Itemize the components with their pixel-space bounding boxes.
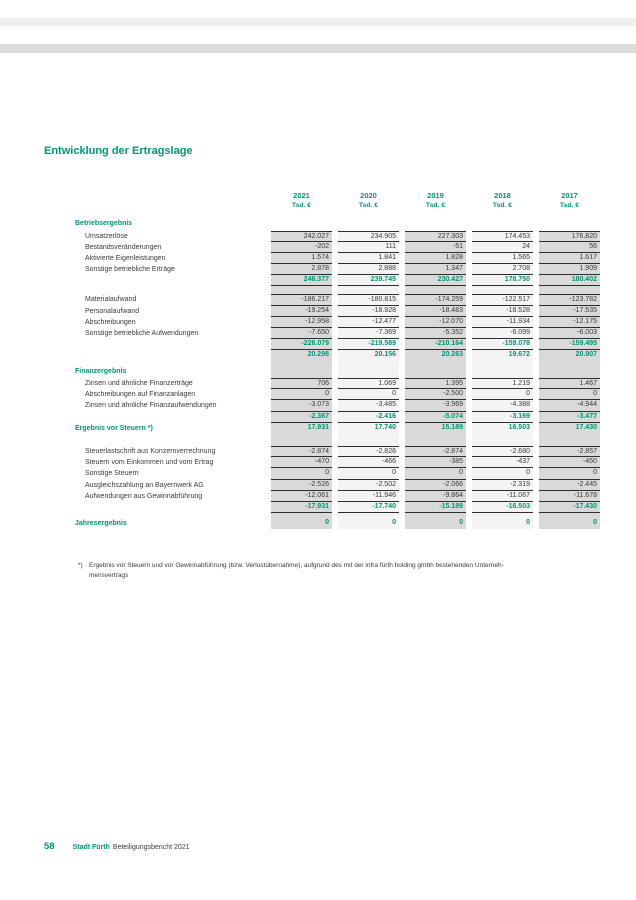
value-cell: -450: [539, 457, 600, 468]
value-cell: 15.189: [405, 423, 466, 434]
table-body: [75, 218, 600, 529]
value-cell: 0: [539, 389, 600, 400]
table-row: [75, 294, 600, 305]
value-cell: 0: [405, 518, 466, 529]
value-cell: 17.931: [271, 423, 332, 434]
value-cell: [338, 286, 399, 294]
value-cell: -17.740: [338, 502, 399, 513]
value-cell: 242.027: [271, 231, 332, 242]
row-label: [75, 434, 265, 446]
value-cell: 2.708: [472, 264, 533, 275]
table-row: [75, 491, 600, 502]
table-row: [75, 328, 600, 339]
value-cell: -210.164: [405, 339, 466, 350]
footer-document-title: Beteiligungsbericht 2021: [112, 844, 190, 851]
value-cell: -159.495: [539, 339, 600, 350]
value-cell: [539, 218, 600, 231]
year-label: 2018: [494, 191, 511, 200]
earnings-table: [75, 190, 600, 529]
value-cell: 2.888: [338, 264, 399, 275]
header-gap: [75, 211, 600, 218]
value-cell: -2.502: [338, 480, 399, 491]
row-label: Personalaufwand: [85, 307, 140, 315]
value-cell: -3.969: [405, 400, 466, 411]
table-row: [75, 275, 600, 286]
row-label: Aktivierte Eigenleistungen: [85, 254, 166, 262]
year-label: 2019: [427, 191, 444, 200]
row-label: Zinsen und ähnliche Finanzerträge: [85, 380, 193, 388]
value-cell: 1.574: [271, 253, 332, 264]
value-cell: [405, 218, 466, 231]
value-cell: -12.958: [271, 317, 332, 328]
footnote-text: [89, 561, 504, 581]
value-cell: 0: [338, 468, 399, 479]
table-row: [75, 231, 600, 242]
value-cell: -226.079: [271, 339, 332, 350]
value-cell: 20.298: [271, 350, 332, 361]
value-cell: 0: [472, 389, 533, 400]
footnote-line-1: Ergebnis vor Steuern und vor Gewinnabführung (bzw. Verlustübernahme), aufgrund des mit der infra fürth holding gmbh bestehenden Unterneh-: [89, 562, 504, 569]
column-header-2020: [338, 190, 399, 211]
value-cell: [472, 286, 533, 294]
value-cell: 0: [539, 468, 600, 479]
value-cell: -2.500: [405, 389, 466, 400]
column-header-2017: [539, 190, 600, 211]
value-cell: 0: [338, 518, 399, 529]
value-cell: [338, 218, 399, 231]
table-header-row: [75, 190, 600, 211]
value-cell: 1.909: [539, 264, 600, 275]
value-cell: [539, 286, 600, 294]
row-label: Ergebnis vor Steuern *): [75, 424, 153, 432]
value-cell: -9.864: [405, 491, 466, 502]
table-row: [75, 242, 600, 253]
table-row: [75, 378, 600, 389]
value-cell: 2.878: [271, 264, 332, 275]
value-cell: [271, 434, 332, 446]
value-cell: 0: [338, 389, 399, 400]
value-cell: -466: [338, 457, 399, 468]
value-cell: -437: [472, 457, 533, 468]
value-cell: -385: [405, 457, 466, 468]
page-title: Entwicklung der Ertragslage: [44, 145, 193, 157]
table-row: [75, 502, 600, 513]
table-row: [75, 350, 600, 361]
value-cell: 1.219: [472, 378, 533, 389]
unit-label: Tsd. €: [291, 202, 312, 209]
value-cell: -12.061: [271, 491, 332, 502]
value-cell: -2.857: [539, 446, 600, 457]
value-cell: [539, 434, 600, 446]
row-label: [75, 412, 265, 423]
value-cell: 174.453: [472, 231, 533, 242]
value-cell: 17.740: [338, 423, 399, 434]
table-row: [75, 423, 600, 434]
value-cell: 1.841: [338, 253, 399, 264]
unit-label: Tsd. €: [358, 202, 379, 209]
unit-label: Tsd. €: [492, 202, 513, 209]
value-cell: -122.517: [472, 294, 533, 305]
value-cell: 20.907: [539, 350, 600, 361]
row-label: Sonstige betriebliche Erträge: [85, 266, 175, 274]
value-cell: [405, 286, 466, 294]
value-cell: -7.369: [338, 328, 399, 339]
value-cell: -17.931: [271, 502, 332, 513]
value-cell: -3.477: [539, 412, 600, 423]
value-cell: 176.820: [539, 231, 600, 242]
row-label: [75, 502, 265, 513]
table-row: [75, 434, 600, 446]
value-cell: 20.156: [338, 350, 399, 361]
row-label: Umsatzerlöse: [85, 232, 128, 240]
value-cell: -2.526: [271, 480, 332, 491]
value-cell: -5.074: [405, 412, 466, 423]
value-cell: 0: [539, 518, 600, 529]
row-label: Steuerlastschrift aus Konzernverrechnung: [85, 448, 216, 455]
value-cell: 20.263: [405, 350, 466, 361]
table-row: [75, 480, 600, 491]
value-cell: -3.485: [338, 400, 399, 411]
value-cell: [271, 218, 332, 231]
year-label: 2020: [360, 191, 377, 200]
table-row: [75, 400, 600, 411]
table-row: [75, 366, 600, 379]
value-cell: [472, 218, 533, 231]
value-cell: -4.388: [472, 400, 533, 411]
value-cell: [271, 286, 332, 294]
value-cell: [539, 366, 600, 379]
value-cell: -18.528: [472, 306, 533, 317]
value-cell: -219.589: [338, 339, 399, 350]
value-cell: -11.934: [472, 317, 533, 328]
value-cell: 1.467: [539, 378, 600, 389]
table-row: [75, 253, 600, 264]
row-label: Materialaufwand: [85, 296, 137, 304]
footnote-marker: *): [78, 562, 83, 569]
value-cell: -2.874: [405, 446, 466, 457]
page-footer: [44, 841, 190, 852]
value-cell: -11.067: [472, 491, 533, 502]
value-cell: -12.070: [405, 317, 466, 328]
row-label: Aufwendungen aus Gewinnabführung: [85, 492, 203, 500]
value-cell: -3.073: [271, 400, 332, 411]
table-row: [75, 412, 600, 423]
row-label: [75, 350, 265, 361]
value-cell: [271, 366, 332, 379]
row-label: Sonstige Steuern: [85, 470, 139, 478]
value-cell: 0: [472, 468, 533, 479]
value-cell: -2.367: [271, 412, 332, 423]
value-cell: -11.946: [338, 491, 399, 502]
table-row: [75, 306, 600, 317]
value-cell: 246.377: [271, 275, 332, 286]
header-spacer: [75, 190, 265, 211]
table-row: [75, 339, 600, 350]
value-cell: 17.430: [539, 423, 600, 434]
row-label: [75, 339, 265, 350]
row-label: [75, 286, 265, 294]
value-cell: -18.483: [405, 306, 466, 317]
value-cell: 178.750: [472, 275, 533, 286]
value-cell: -180.815: [338, 294, 399, 305]
value-cell: -2.680: [472, 446, 533, 457]
value-cell: -15.189: [405, 502, 466, 513]
row-label: Finanzergebnis: [75, 367, 127, 375]
unit-label: Tsd. €: [559, 202, 580, 209]
value-cell: 180.402: [539, 275, 600, 286]
row-label: Steuern vom Einkommen und vom Ertrag: [85, 459, 214, 467]
value-cell: -470: [271, 457, 332, 468]
table-row: [75, 218, 600, 231]
value-cell: 19.672: [472, 350, 533, 361]
value-cell: [405, 366, 466, 379]
value-cell: [338, 366, 399, 379]
row-label: Abschreibungen auf Finanzanlagen: [85, 391, 196, 399]
value-cell: -202: [271, 242, 332, 253]
value-cell: -2.319: [472, 480, 533, 491]
value-cell: 234.905: [338, 231, 399, 242]
page-number: 58: [44, 841, 55, 852]
value-cell: -174.259: [405, 294, 466, 305]
value-cell: 227.303: [405, 231, 466, 242]
value-cell: 1.828: [405, 253, 466, 264]
value-cell: -11.678: [539, 491, 600, 502]
year-label: 2021: [293, 191, 310, 200]
table-row: [75, 518, 600, 529]
column-header-2018: [472, 190, 533, 211]
value-cell: [338, 434, 399, 446]
value-cell: 0: [472, 518, 533, 529]
footer-brand: Stadt Fürth: [72, 844, 110, 851]
row-label: Betriebsergebnis: [75, 220, 133, 227]
value-cell: 0: [405, 468, 466, 479]
value-cell: -123.782: [539, 294, 600, 305]
table-row: [75, 468, 600, 479]
footnote: [78, 561, 504, 581]
value-cell: -7.650: [271, 328, 332, 339]
table-row: [75, 446, 600, 457]
value-cell: -12.477: [338, 317, 399, 328]
value-cell: -18.928: [338, 306, 399, 317]
table-row: [75, 317, 600, 328]
value-cell: -17.430: [539, 502, 600, 513]
value-cell: 1.069: [338, 378, 399, 389]
row-label: Abschreibungen: [85, 318, 136, 326]
row-label: Ausgleichszahlung an Bayernwerk AG: [85, 481, 204, 489]
footnote-line-2: mensvertrags: [89, 572, 129, 579]
row-label: [75, 275, 265, 286]
value-cell: 56: [539, 242, 600, 253]
row-label: Sonstige betriebliche Aufwendungen: [85, 330, 199, 337]
value-cell: -186.217: [271, 294, 332, 305]
value-cell: -2.445: [539, 480, 600, 491]
table-row: [75, 264, 600, 275]
table-row: [75, 457, 600, 468]
value-cell: -2.416: [338, 412, 399, 423]
column-header-2019: [405, 190, 466, 211]
value-cell: 1.617: [539, 253, 600, 264]
value-cell: -159.078: [472, 339, 533, 350]
value-cell: 1.395: [405, 378, 466, 389]
header-bar-bottom: [0, 44, 636, 53]
value-cell: -16.503: [472, 502, 533, 513]
value-cell: 239.745: [338, 275, 399, 286]
row-label: Bestandsveränderungen: [85, 243, 162, 251]
value-cell: -2.874: [271, 446, 332, 457]
value-cell: -4.944: [539, 400, 600, 411]
value-cell: -5.352: [405, 328, 466, 339]
value-cell: 0: [271, 518, 332, 529]
value-cell: 230.427: [405, 275, 466, 286]
value-cell: 1.565: [472, 253, 533, 264]
value-cell: [472, 434, 533, 446]
value-cell: -12.175: [539, 317, 600, 328]
value-cell: 24: [472, 242, 533, 253]
value-cell: [405, 434, 466, 446]
unit-label: Tsd. €: [425, 202, 446, 209]
value-cell: -6.003: [539, 328, 600, 339]
value-cell: -3.169: [472, 412, 533, 423]
value-cell: 0: [271, 389, 332, 400]
value-cell: -51: [405, 242, 466, 253]
value-cell: 0: [271, 468, 332, 479]
row-label: Zinsen und ähnliche Finanzaufwendungen: [85, 402, 217, 410]
value-cell: 16.503: [472, 423, 533, 434]
value-cell: 111: [338, 242, 399, 253]
value-cell: -2.066: [405, 480, 466, 491]
value-cell: 1.347: [405, 264, 466, 275]
value-cell: -6.099: [472, 328, 533, 339]
value-cell: -2.826: [338, 446, 399, 457]
header-bar-top: [0, 18, 636, 26]
value-cell: -17.535: [539, 306, 600, 317]
value-cell: [472, 366, 533, 379]
year-label: 2017: [561, 191, 578, 200]
column-header-2021: [271, 190, 332, 211]
row-label: Jahresergebnis: [75, 520, 127, 528]
value-cell: -19.254: [271, 306, 332, 317]
table-row: [75, 389, 600, 400]
value-cell: 706: [271, 378, 332, 389]
table-row: [75, 286, 600, 294]
